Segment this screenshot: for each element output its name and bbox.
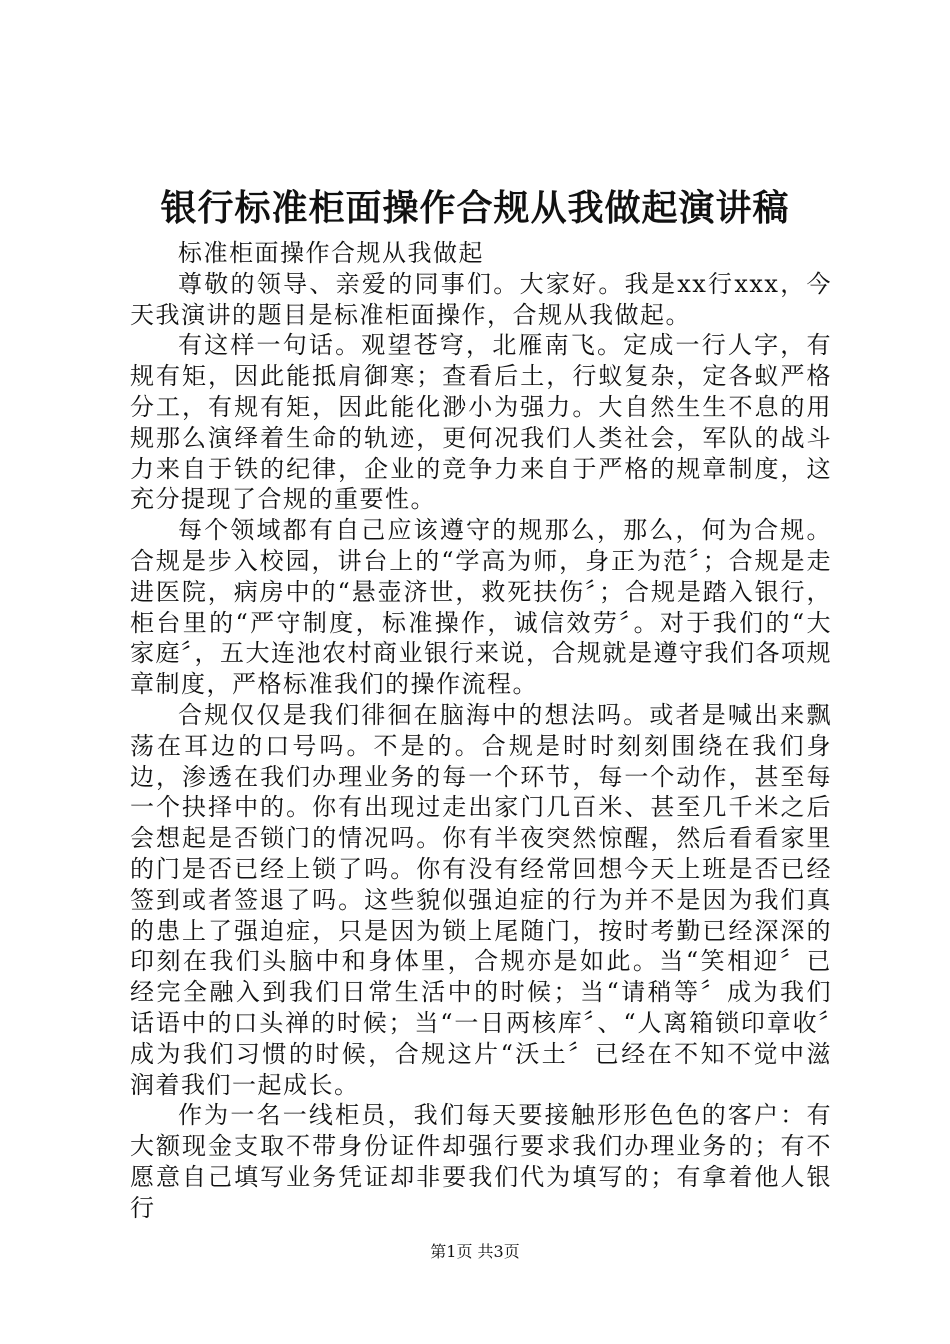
paragraph: 合规仅仅是我们徘徊在脑海中的想法吗。或者是喊出来飘荡在耳边的口号吗。不是的。合规是时时刻刻围绕在我们身边，渗透在我们办理业务的每一个环节，每一个动作，甚至每一个抉择中的。你有出现过走出家门几百米、甚至几千米之后会想起是否锁门的情况吗。你有半夜突然惊醒，然后看看家里的门是否已经上锁了吗。你有没有经常回想今天上班是否已经签到或者签退了吗。这些貌似强迫症的行为并不是因为我们真的患上了强迫症，只是因为锁上尾随门，按时考勤已经深深的印刻在我们头脑中和身体里，合规亦是如此。当“笑相迎〞已经完全融入到我们日常生活中的时候；当“请稍等〞成为我们话语中的口头禅的时候；当“一日两核库〞、“人离箱锁印章收〞成为我们习惯的时候，合规这片“沃土〞已经在不知不觉中滋润着我们一起成长。 [130, 700, 832, 1099]
paragraph: 作为一名一线柜员，我们每天要接触形形色色的客户：有大额现金支取不带身份证件却强行要求我们办理业务的；有不愿意自己填写业务凭证却非要我们代为填写的；有拿着他人银行 [130, 1101, 832, 1222]
paragraph-greeting: 尊敬的领导、亲爱的同事们。大家好。我是xx行xxx，今天我演讲的题目是标准柜面操作，合规从我做起。 [130, 269, 832, 329]
paragraph: 每个领域都有自己应该遵守的规那么，那么，何为合规。合规是步入校园，讲台上的“学高为师，身正为范〞；合规是走进医院，病房中的“悬壶济世，救死扶伤〞；合规是踏入银行，柜台里的“严守制度，标准操作，诚信效劳〞。对于我们的“大家庭〞，五大连池农村商业银行来说，合规就是遵守我们各项规章制度，严格标准我们的操作流程。 [130, 516, 832, 699]
paragraph-subtitle: 标准柜面操作合规从我做起 [178, 239, 484, 267]
page-footer: 第1页 共3页 [430, 1242, 520, 1261]
document-body [130, 238, 832, 1224]
document-title: 银行标准柜面操作合规从我做起演讲稿 [160, 187, 790, 229]
paragraph: 有这样一句话。观望苍穹，北雁南飞。定成一行人字，有规有矩，因此能抵肩御寒；查看后土，行蚁复杂，定各蚁严格分工，有规有矩，因此能化渺小为强力。大自然生生不息的用规那么演绎着生命的轨迹，更何况我们人类社会，军队的战斗力来自于铁的纪律，企业的竞争力来自于严格的规章制度，这充分提现了合规的重要性。 [130, 331, 832, 514]
